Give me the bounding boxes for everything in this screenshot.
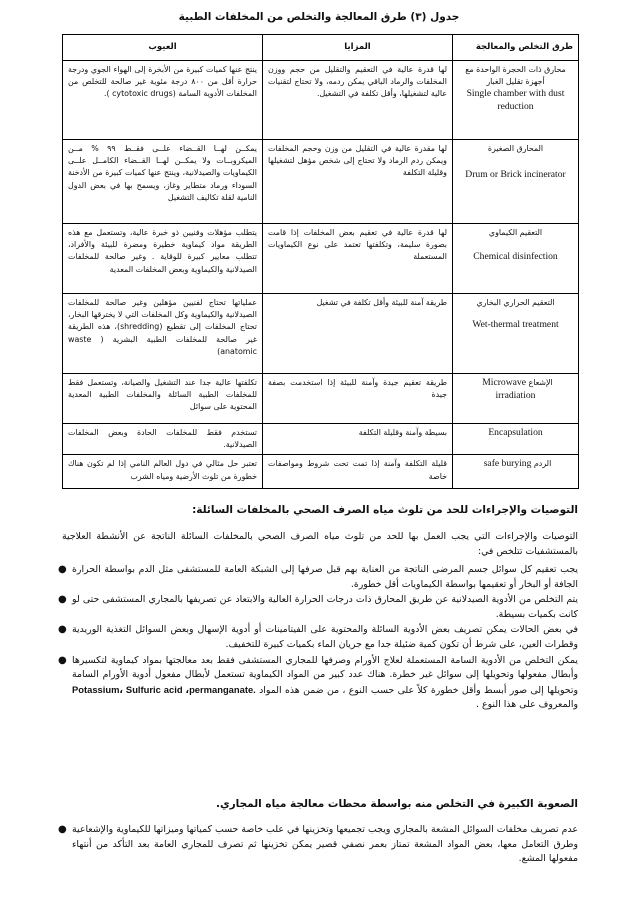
advantages-cell: لها مقدرة عالية في التقليل من وزن وحجم المخلفات ويمكن ردم الرماد ولا تحتاج إلى شخص مؤهل لتشغيلها وقليلة التكلفة (263, 140, 453, 224)
treatment-methods-table (62, 34, 579, 489)
table-header-row (63, 35, 579, 61)
table-row (63, 294, 579, 374)
disadvantages-cell: تكلفتها عالية جدا عند التشغيل والصيانة، وتستعمل فقط للمخلفات الطبية السائلة والمخلفات الطبية المعدية المحتوية على سوائل (63, 374, 263, 424)
section-intro: التوصيات والإجراءات التي يجب العمل بها للحد من تلوث مياه الصرف الصحي بالمخلفات السائلة الناتجة عن الأنشطة العلاجية بالمستشفيات تتلخص في: (62, 531, 578, 557)
method-name-ar: التعقيم الكيماوي (488, 228, 543, 237)
table-row (63, 224, 579, 294)
disadvantages-cell: يمكــن لهــا القــضاء علــى فقــط ٩٩ % مــن الميكروبــات ولا يمكــن لهــا القــضاء الكامــل علــى الكيماويات والصيدلانية، وينتج عنها كميات كبيرة من الأدخنة السوداء ورماد متطاير وغاز، ويسمح بها في بعض الدول النامية لقلة تكاليف التشغيل (63, 140, 263, 224)
header-advantages: المزايا (263, 35, 453, 61)
advantages-cell: لها قدرة عالية في تعقيم بعض المخلفات إذا قامت بصورة سليمة، وتكلفتها تعتمد على نوع الكيماويات المستعملة (263, 224, 453, 294)
table-row (63, 61, 579, 140)
table-title: جدول (٣) طرق المعالجة والتخلص من المخلفات الطبية (178, 11, 460, 23)
method-name-en: Encapsulation (488, 427, 543, 438)
method-name-en: Wet-thermal treatment (472, 319, 559, 331)
method-name-ar: محارق ذات الحجرة الواحدة مع أجهزة تقليل الغبار (465, 65, 566, 87)
method-name-ar: المحارق الصغيرة (487, 144, 544, 153)
list-item (56, 623, 578, 652)
table-row (63, 374, 579, 424)
disadvantages-cell: ينتج عنها كميات كبيرة من الأبخرة إلى الهواء الجوي ودرجة حرارة أقل من ٨٠٠ درجة مئوية غير صالحة للتخلص من المخلفات الأدوية السامة (cytotoxic drugs ). (63, 61, 263, 140)
method-name-en: Microwave irradiation (482, 377, 536, 401)
advantages-cell: طريقة تعقيم جيدة وآمنة للبيئة إذا استخدمت بصفة جيدة (263, 374, 453, 424)
method-name-en: Single chamber with dust reduction (466, 88, 565, 112)
chemical-names: Potassium، Sulfuric acid ،permanganate. (72, 683, 256, 695)
advantages-cell: طريقة آمنة للبيئة وأقل تكلفة في تشغيل (263, 294, 453, 374)
list-item-text: يتم التخلص من الأدوية الصيدلانية عن طريق المحارق ذات درجات الحرارة العالية والابتعاد عن تصريفها بالمجاري المستشفى حتى لو كانت بكميات بسيطة. (72, 594, 578, 620)
header-method: طرق التخلص والمعالجة (453, 35, 579, 61)
list-item-text: عدم تصريف مخلفات السوائل المشعة بالمجاري ويجب تجميعها وتخزينها في علب خاصة حسب كمياتها وميزاتها للكيماوية والإشعاعية وطرق التعامل معها، بعض المواد المشعة تمتاز بعمر نصفي قصير يمكن تخزينها ثم تصرف للمجاري العامة بعد التأكد من أنتهاء مفعولها المشع. (72, 824, 578, 865)
list-item-text: يجب تعقيم كل سوائل جسم المرضى الناتجة من العناية بهم قبل صرفها إلى الشبكة العامة للمستشفى مثل الدم بواسطة الحرارة الجافة أو البخار أو تعقيمها بواسطة الكيماويات أقل خطورة. (72, 564, 578, 590)
bullet-icon: ● (58, 624, 67, 636)
list-item-text: يمكن التخلص من الأدوية السامة المستعملة لعلاج الأورام وصرفها للمجاري المستشفى فقط بعد معالجتها بمواد كيماوية لتكسيرها وأبطال مفعولها وتحويلها إلى سوائل غير خطرة. هناك عدد كبير من المواد الكيماوية تستعمل لأبطال مفعول أدوية الأورام السامة وتحويلها إلى صور أبسط وأقل خطورة كلاً على حسب النوع ، من ضمن هذه المواد (72, 654, 578, 696)
table-row (63, 424, 579, 455)
recommendations-list (56, 563, 578, 714)
list-item-text: في بعض الحالات يمكن تصريف بعض الأدوية السائلة والمحتوية على الفيتامينات أو أدوية الإسهال وبعض السوائل التغذية الوريدية وقطرات العين، على شرط أن تكون كمية ضئيلة جدا مع جريان الماء بكميات كبيرة للتخفيف. (72, 624, 578, 650)
table-row (63, 140, 579, 224)
method-cell (453, 374, 579, 424)
method-cell (453, 294, 579, 374)
list-item (56, 593, 578, 622)
method-name-en: Chemical disinfection (473, 251, 558, 263)
advantages-cell: بسيطة وآمنة وقليلة التكلفة (263, 424, 453, 455)
method-cell (453, 224, 579, 294)
list-item (56, 654, 578, 713)
disadvantages-cell: يتطلب مؤهلات وفنيين ذو خبرة عالية، وتستعمل مع هذه الطريقة مواد كيماوية خطيرة ومضرة للبيئة والأفراد، تتطلب معايير كبيرة للوقاية . وغير صالحة للمخلفات الصيدلانية والكيماوية وبعض المخلفات المعدية (63, 224, 263, 294)
disadvantages-cell: عملياتها تحتاج لفنيين مؤهلين وغير صالحة للمخلفات الصيدلانية والكيماوية وكل المخلفات التي لا يخترقها البخار، تحتاج المخلفات إلى تقطيع (shredding)، هذه الطريقة غير صالحة للمخلفات الطبية البشرية ( waste anatomic) (63, 294, 263, 374)
list-item (56, 823, 578, 867)
section-heading-difficulty: الصعوبة الكبيرة في التخلص منه بواسطة محطات معالجة مياه المجاري. (216, 798, 578, 810)
disadvantages-cell: تعتبر حل مثالي في دول العالم النامي إذا لم تكون هناك خطورة من تلوث الأرضية ومياه الشرب (63, 455, 263, 489)
bullet-icon: ● (58, 594, 67, 606)
method-cell (453, 61, 579, 140)
header-disadvantages: العيوب (63, 35, 263, 61)
method-cell (453, 455, 579, 489)
section-heading-recommendations: التوصيات والإجراءات للحد من تلوث مياه الصرف الصحي بالمخلفات السائلة: (192, 504, 578, 516)
method-name-ar: التعقيم الحراري البخاري (476, 298, 555, 307)
method-name-en: Drum or Brick incinerator (465, 169, 566, 181)
bullet-icon: ● (58, 824, 67, 835)
bullet-icon: ● (58, 564, 67, 575)
list-item (56, 563, 578, 592)
method-cell (453, 424, 579, 455)
list-item-text-end: والمعروف على هذا النوع . (476, 699, 578, 711)
method-name-ar: الردم (533, 459, 552, 469)
method-cell (453, 140, 579, 224)
advantages-cell: لها قدرة عالية في التعقيم والتقليل من حجم ووزن المخلفات والرماد الباقي يمكن ردمه، ولا تحتاج لتقنيات عالية لتشغيلها، وأقل تكلفة في التشغيل. (263, 61, 453, 140)
advantages-cell: قليلة التكلفة وآمنة إذا تمت تحت شروط ومواصفات خاصة (263, 455, 453, 489)
table-row (63, 455, 579, 489)
method-name-ar: الإشعاع (528, 378, 553, 387)
disadvantages-cell: تستخدم فقط للمخلفات الحادة وبعض المخلفات الصيدلانية. (63, 424, 263, 455)
method-name-en: safe burying (483, 458, 532, 470)
radioactive-list (56, 823, 578, 868)
bullet-icon: ● (58, 654, 67, 666)
